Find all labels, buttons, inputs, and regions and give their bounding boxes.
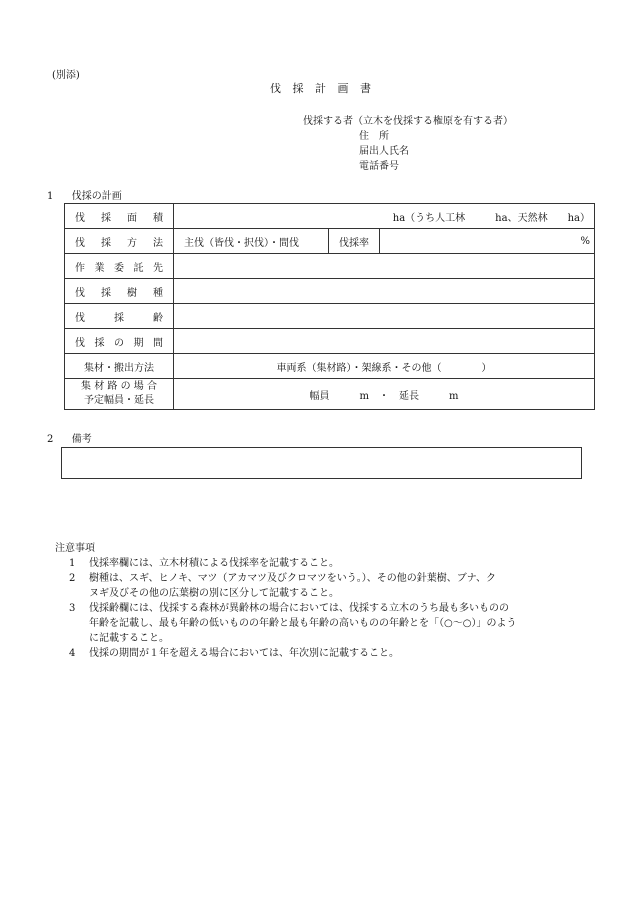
period-value <box>174 329 595 354</box>
document-title: 伐 採 計 画 書 <box>270 82 375 95</box>
table-row <box>65 304 595 329</box>
road-label-line-1: 集 材 路 の 場 合 <box>81 381 157 392</box>
area-value: ha（うち人工林 ha、天然林 ha） <box>174 204 595 229</box>
section-2-number: 2 <box>47 434 54 445</box>
extraction-label: 集材・搬出方法 <box>65 354 174 379</box>
remarks-box <box>61 447 582 479</box>
contractor-label: 作 業 委 託 先 <box>65 254 174 279</box>
age-value <box>174 304 595 329</box>
section-1-heading <box>47 187 122 202</box>
applicant-heading: 伐採する者（立木を伐採する権原を有する者） <box>303 116 513 127</box>
section-2-title: 備考 <box>71 434 92 445</box>
method-label: 伐 採 方 法 <box>65 229 174 254</box>
applicant-address-label: 住 所 <box>359 131 389 142</box>
rate-label: 伐採率 <box>329 229 380 254</box>
age-label: 伐 採 齢 <box>65 304 174 329</box>
note-number: 4 <box>69 648 76 659</box>
note-number: 2 <box>69 573 76 584</box>
note-number: 1 <box>69 558 76 569</box>
road-value: 幅員 m ・ 延長 m <box>174 379 595 410</box>
section-2-heading <box>47 430 92 445</box>
table-row <box>65 279 595 304</box>
note-text: に記載すること。 <box>89 633 169 644</box>
table-row <box>65 329 595 354</box>
road-label-line-2: 予定幅員・延長 <box>84 395 154 406</box>
note-text: 樹種は、スギ、ヒノキ、マツ（アカマツ及びクロマツをいう。）、その他の針葉樹、ブナ、ク <box>89 573 496 584</box>
note-item <box>69 646 595 661</box>
species-label: 伐 採 樹 種 <box>65 279 174 304</box>
felling-plan-table <box>64 203 595 410</box>
area-label: 伐 採 面 積 <box>65 204 174 229</box>
note-item <box>69 601 595 646</box>
note-text: ヌギ及びその他の広葉樹の別に区分して記載すること。 <box>89 588 339 599</box>
period-label: 伐 採 の 期 間 <box>65 329 174 354</box>
road-label <box>65 379 174 410</box>
table-row <box>65 379 595 410</box>
section-1-number: 1 <box>47 191 54 202</box>
table-row <box>65 229 595 254</box>
applicant-phone-label: 電話番号 <box>359 161 399 172</box>
extraction-value: 車両系（集材路）・架線系・その他（ ） <box>174 354 595 379</box>
note-text: 年齢を記載し、最も年齢の低いものの年齢と最も年齢の高いものの年齢とを「（○～○）」のよう <box>89 618 517 629</box>
table-row <box>65 254 595 279</box>
table-row <box>65 354 595 379</box>
attachment-label: (別添) <box>52 70 80 81</box>
note-text: 伐採齢欄には、伐採する森林が異齢林の場合においては、伐採する立木のうち最も多いものの <box>89 603 509 614</box>
species-value <box>174 279 595 304</box>
note-item <box>69 556 595 571</box>
section-1-title: 伐採の計画 <box>71 191 122 202</box>
note-number: 3 <box>69 603 76 614</box>
rate-unit: % <box>380 229 595 254</box>
table-row <box>65 204 595 229</box>
note-text: 伐採率欄には、立木材積による伐採率を記載すること。 <box>89 558 339 569</box>
contractor-value <box>174 254 595 279</box>
notes <box>55 541 595 661</box>
note-text: 伐採の期間が１年を超える場合においては、年次別に記載すること。 <box>89 648 399 659</box>
note-item <box>69 571 595 601</box>
notes-heading: 注意事項 <box>55 543 95 554</box>
applicant-name-label: 届出人氏名 <box>359 146 409 157</box>
method-value: 主伐（皆伐・択伐）・間伐 <box>174 229 329 254</box>
